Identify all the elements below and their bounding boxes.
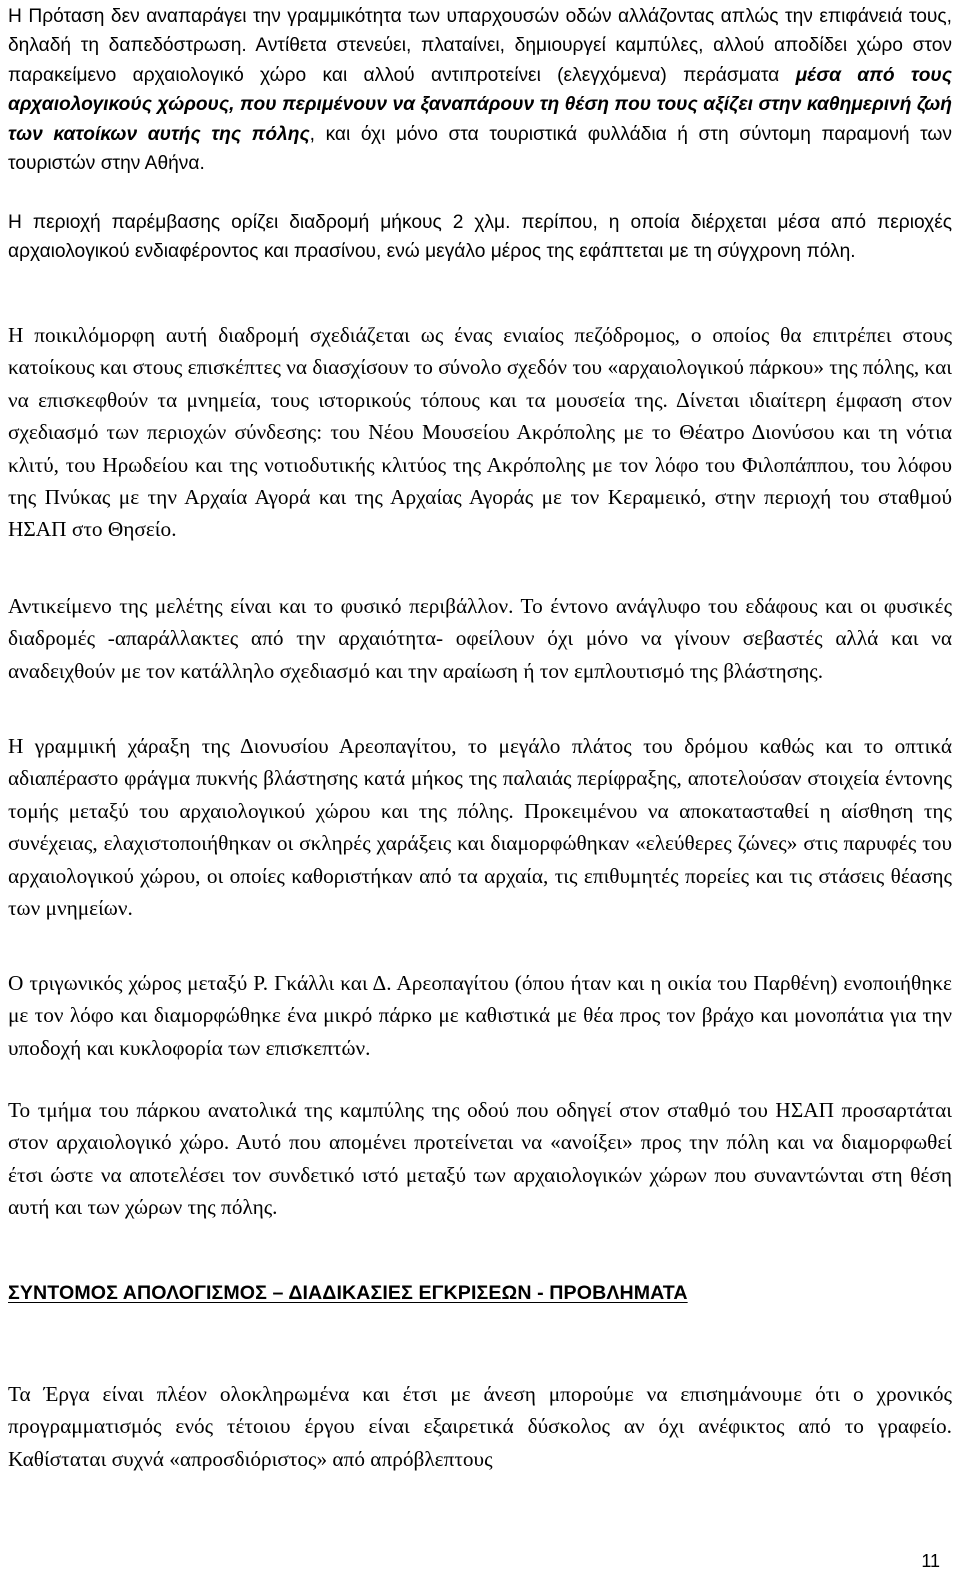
page-number: 11 [921, 1551, 940, 1571]
intro-text-end: , και όχι μόνο στα τουριστικά φυλλάδια ή στη σύντομη παραμονή των τουριστών στην Αθήνα. [8, 123, 952, 175]
paragraph-triangular-space: Ο τριγωνικός χώρος μεταξύ Ρ. Γκάλλι και Δ. Αρεοπαγίτου (όπου ήταν και η οικία του Παρθένη) ενοποιήθηκε με τον λόφο και διαμορφώθηκε ένα μικρό πάρκο με καθιστικά με θέα προς τον βράχο και μονοπάτια για την υποδοχή και κυκλοφορία των επισκεπτών. [8, 971, 952, 1060]
paragraph-linear-alignment: Η γραμμική χάραξη της Διονυσίου Αρεοπαγίτου, το μεγάλο πλάτος του δρόμου καθώς και το οπτικά αδιαπέραστο φράγμα πυκνής βλάστησης κατά μήκος της παλαιάς περίφραξης, αποτελούσαν στοιχεία έντονης τομής μεταξύ του αρχαιολογικού χώρου και της πόλης. Προκειμένου να αποκατασταθεί η αίσθηση της συνέχειας, ελαχιστοποιήθηκαν οι σκληρές χαράξεις και διαμορφώθηκαν «ελεύθερες ζώνες» στις παρυφές του αρχαιολογικού χώρου, οι οποίες καθοριστήκαν από τα αρχαία, τις επιθυμητές πορείες και τις στάσεις θέασης των μνημείων. [8, 734, 952, 921]
paragraph-intro [8, 2, 952, 178]
paragraph-natural-environment: Αντικείμενο της μελέτης είναι και το φυσικό περιβάλλον. Το έντονο ανάγλυφο του εδάφους και οι φυσικές διαδρομές -απαράλλακτες από την αρχαιότητα- οφείλουν όχι μόνο να γίνουν σεβαστές αλλά και να αναδειχθούν με τον κατάλληλο σχεδιασμό και την αραίωση ή τον εμπλουτισμό της βλάστησης. [8, 594, 952, 683]
paragraph-pedestrian-route: Η ποικιλόμορφη αυτή διαδρομή σχεδιάζεται ως ένας ενιαίος πεζόδρομος, ο οποίος θα επιτρέπει στους κατοίκους και στους επισκέπτες να διασχίσουν το σύνολο σχεδόν του «αρχαιολογικού πάρκου» της πόλης, και να επισκεφθούν τα μνημεία, τους ιστορικούς τόπους και τα μουσεία της. Δίνεται ιδιαίτερη έμφαση στον σχεδιασμό των περιοχών σύνδεσης: του Νέου Μουσείου Ακρόπολης με το Θέατρο Διονύσου και τη νότια κλιτύ, του Ηρωδείου και της νοτιοδυτικής κλιτύος της Ακρόπολης με τον λόφο του Φιλοπάππου, του λόφου της Πνύκας με την Αρχαία Αγορά και της Αρχαίας Αγοράς με τον Κεραμεικό, στην περιοχή του σταθμού ΗΣΑΠ στο Θησείο. [8, 323, 952, 542]
paragraph-summary: Τα Έργα είναι πλέον ολοκληρωμένα και έτσι με άνεση μπορούμε να επισημάνουμε ότι ο χρονικός προγραμματισμός ενός τέτοιου έργου είναι εξαιρετικά δύσκολος αν όχι ανέφικτος από το γραφείο. Καθίσταται συχνά «απροσδιόριστος» από απρόβλεπτους [8, 1382, 952, 1471]
paragraph-route-length: Η περιοχή παρέμβασης ορίζει διαδρομή μήκους 2 χλμ. περίπου, η οποία διέρχεται μέσα από περιοχές αρχαιολογικού ενδιαφέροντος και πρασίνου, ενώ μεγάλο μέρος της εφάπτεται με τη σύγχρονη πόλη. [8, 212, 952, 263]
section-heading: ΣΥΝΤΟΜΟΣ ΑΠΟΛΟΓΙΣΜΟΣ – ΔΙΑΔΙΚΑΣΙΕΣ ΕΓΚΡΙΣΕΩΝ - ΠΡΟΒΛΗΜΑΤΑ [8, 1282, 688, 1304]
intro-text-start: Η Πρόταση δεν αναπαράγει την γραμμικότητα των υπαρχουσών οδών αλλάζοντας απλώς την επιφάνειά τους, δηλαδή τη δαπεδόστρωση. Αντίθετα στενεύει, πλαταίνει, δημιουργεί καμπύλες, αλλού αποδίδει χώρο στον παρακείμενο αρχαιολογικό χώρο και αλλού αντιπροτείνει (ελεγχόμενα) περάσματα [8, 6, 952, 86]
intro-emphasis: μέσα από τους αρχαιολογικούς χώρους, που περιμένουν να ξαναπάρουν τη θέση που τους αξίζει στην καθημερινή ζωή των κατοίκων αυτής της πόλης [8, 64, 952, 145]
paragraph-park-section: Το τμήμα του πάρκου ανατολικά της καμπύλης της οδού που οδηγεί στον σταθμό του ΗΣΑΠ προσαρτάται στον αρχαιολογικό χώρο. Αυτό που απομένει προτείνεται να «ανοίξει» προς την πόλη και να διαμορφωθεί έτσι ώστε να αποτελέσει τον συνδετικό ιστό μεταξύ των αρχαιολογικών χώρων που συναντώνται στη θέση αυτή και των χώρων της πόλης. [8, 1098, 952, 1220]
